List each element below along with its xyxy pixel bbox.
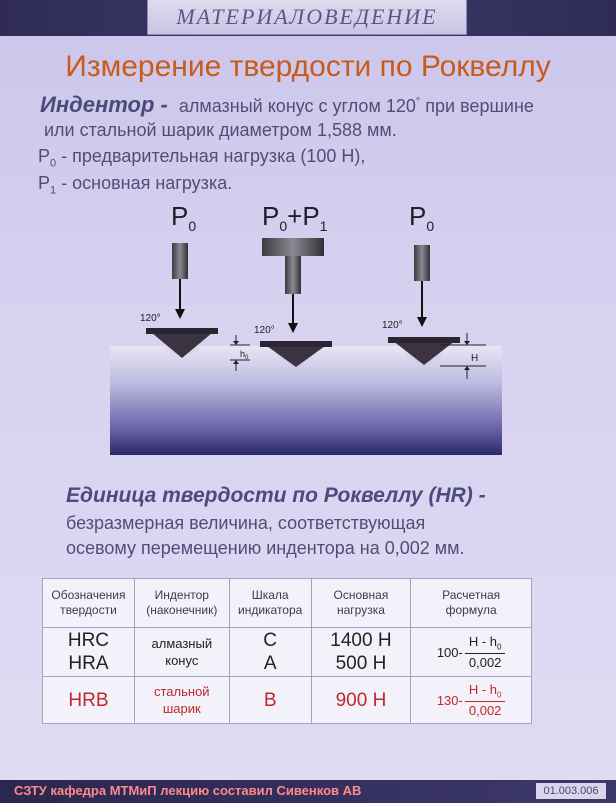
cell-load: 900 Н xyxy=(311,677,411,724)
p0-subscript: 0 xyxy=(50,157,57,170)
p0-text: - предварительная нагрузка (100 Н), xyxy=(56,146,366,166)
cell-scale: B xyxy=(229,677,311,724)
angle-label-right: 120° xyxy=(382,320,403,331)
header-designation: Обозначения твердости xyxy=(43,579,135,628)
cell-load: 1400 Н 500 Н xyxy=(311,628,411,677)
definition-line-1: безразмерная величина, соответствующая xyxy=(66,513,426,533)
h-label: H xyxy=(471,353,479,364)
intro-line-1 xyxy=(40,92,534,118)
cell-formula: 130- $\frac{H - h_0}{0,002}$ xyxy=(411,677,532,724)
cell-formula: 100- $\frac{H - h_0}{0,002}$ xyxy=(411,628,532,677)
weight-center-top xyxy=(262,238,324,256)
h0-label: $h_0$ xyxy=(240,349,249,361)
cell-designation: HRB xyxy=(43,677,135,724)
degree-sign: ° xyxy=(415,96,421,108)
indenter-term: Индентор - xyxy=(40,92,168,117)
table-header-row xyxy=(43,579,532,628)
arrow-left xyxy=(175,309,185,319)
footer-bar xyxy=(0,780,616,803)
hardness-table xyxy=(42,578,532,724)
slide-code: 01.003.006 xyxy=(536,783,606,799)
header-scale: Шкала индикатора xyxy=(229,579,311,628)
table-row xyxy=(43,677,532,724)
footer-credit: СЗТУ кафедра МТМиП лекцию составил Сивенков АВ xyxy=(14,783,362,798)
header-formula: Расчетная формула xyxy=(411,579,532,628)
weight-right xyxy=(414,245,430,281)
arrow-right xyxy=(417,317,427,327)
p0-definition xyxy=(38,146,365,170)
cell-designation: HRC HRA xyxy=(43,628,135,677)
material-block xyxy=(110,345,502,455)
header-load: Основная нагрузка xyxy=(311,579,411,628)
angle-label-left: 120° xyxy=(140,313,161,324)
p1-symbol: P xyxy=(38,173,51,193)
indenter-desc: алмазный конус с углом 120 xyxy=(178,96,416,116)
weight-left xyxy=(172,243,188,279)
subject-label: МАТЕРИАЛОВЕДЕНИЕ xyxy=(147,0,467,35)
cell-indenter: стальной шарик xyxy=(134,677,229,724)
arrow-center xyxy=(288,323,298,333)
p1-text: - основная нагрузка. xyxy=(56,173,233,193)
p1-definition xyxy=(38,173,232,197)
load-p0-left: $P_0$ xyxy=(171,201,197,234)
page-title: Измерение твердости по Роквеллу xyxy=(65,50,551,83)
intro-line-2: или стальной шарик диаметром 1,588 мм. xyxy=(44,120,397,140)
weight-center-stem xyxy=(285,256,301,294)
header-indenter: Индентор (наконечник) xyxy=(134,579,229,628)
table-row xyxy=(43,628,532,677)
angle-label-center: 120° xyxy=(254,325,275,336)
cell-indenter: алмазный конус xyxy=(134,628,229,677)
definition-line-2: осевому перемещению индентора на 0,002 мм. xyxy=(66,538,465,558)
definition-term: Единица твердости по Роквеллу (HR) - xyxy=(66,484,486,507)
indenter-desc-end: при вершине xyxy=(425,96,534,116)
rockwell-diagram xyxy=(0,195,616,465)
cell-scale: C A xyxy=(229,628,311,677)
p0-symbol: P xyxy=(38,146,51,166)
p1-subscript: 1 xyxy=(50,184,57,197)
load-p0-right: $P_0$ xyxy=(409,201,435,234)
load-p0-plus-p1: $P_0+P_1$ xyxy=(262,201,328,234)
